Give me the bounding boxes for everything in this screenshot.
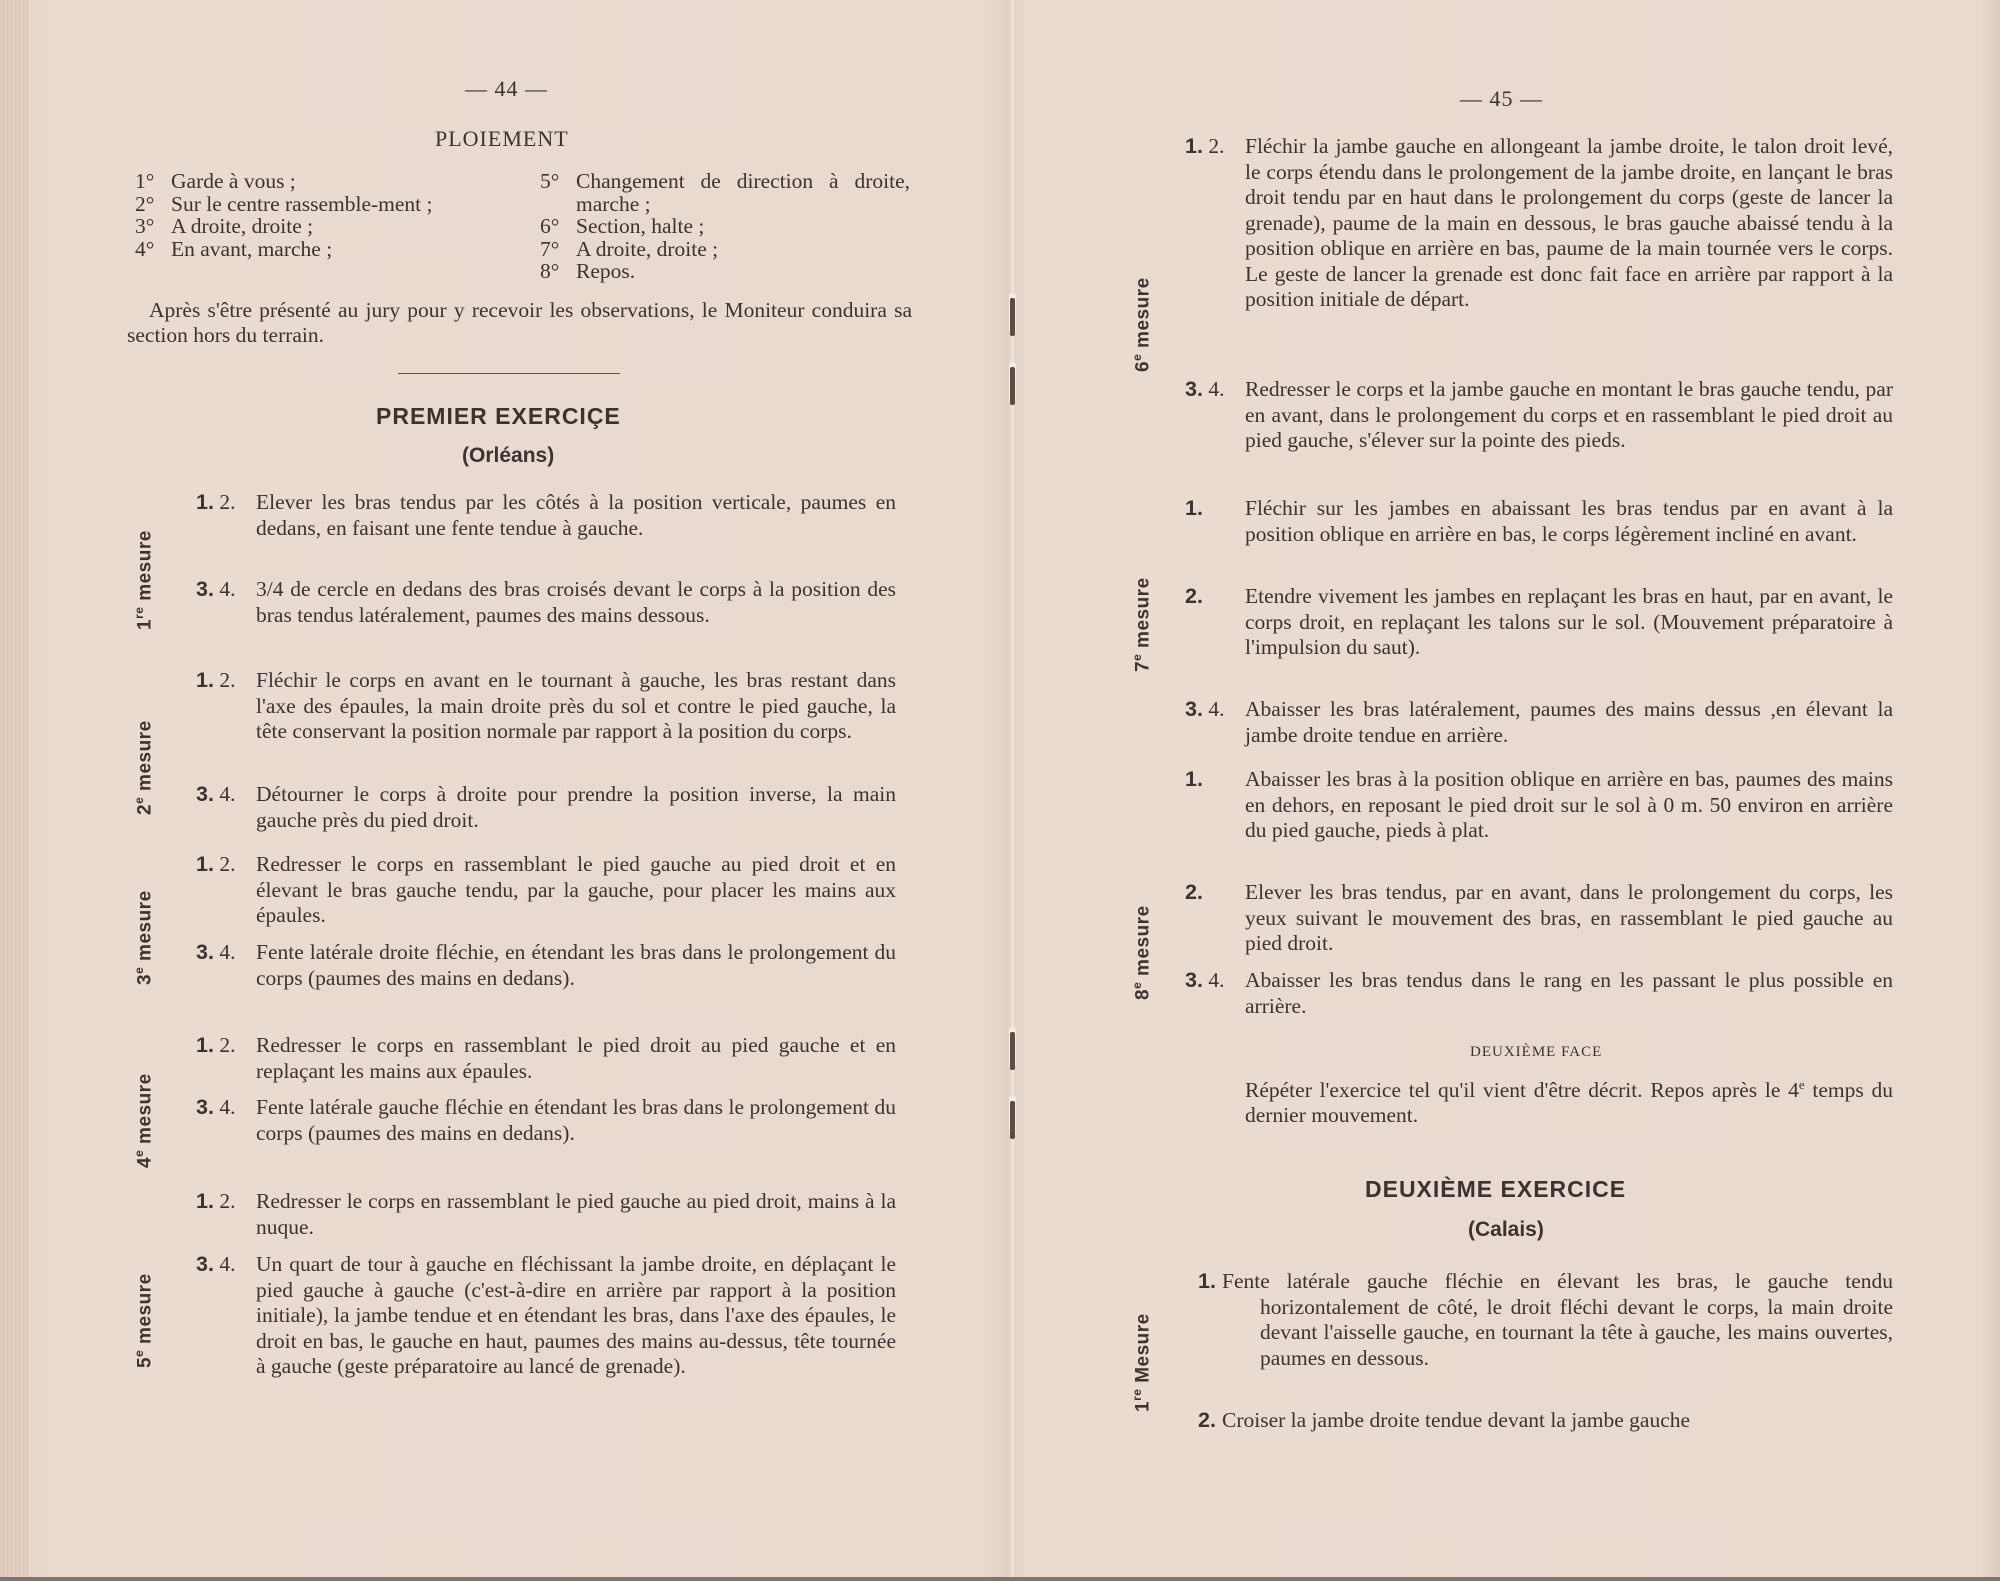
mesure-label: 7e mesure — [1130, 577, 1154, 672]
staple-top-upper — [1010, 298, 1015, 336]
deuxieme-face-text: Répéter l'exercice tel qu'il vient d'être décrit. Repos après le 4e temps du dernier mouvement. — [1245, 1077, 1893, 1128]
mesure-label: 1re Mesure — [1130, 1313, 1154, 1412]
exercise-step: 3. 4. Fente latérale droite fléchie, en étendant les bras dans le prolongement du corps (paumes des mains en dedans). — [196, 940, 896, 990]
ploiement-item: 5° Changement de direction à droite, marche ; — [540, 169, 910, 216]
exercise-step: 1. Abaisser les bras à la position oblique en arrière en bas, paumes des mains en dehors, en reposant le pied droit sur le sol à 0 m. 50 environ en arrière du pied gauche, pieds à plat. — [1185, 767, 1893, 842]
exercise-title: PREMIER EXERCIÇE — [376, 403, 621, 429]
ploiement-item: 2° Sur le centre rassemble-ment ; — [135, 191, 433, 216]
exercise-step: 3. 4. Fente latérale gauche fléchie en étendant les bras dans le prolongement du corps (paumes des mains en dedans). — [196, 1095, 896, 1145]
exercise-step: 1. 2. Elever les bras tendus par les côtés à la position verticale, paumes en dedans, en faisant une fente tendue à gauche. — [196, 490, 896, 540]
exercise-step: 2. Elever les bras tendus, par en avant, dans le prolongement du corps, les yeux suivant le mouvement des bras, en rassemblant le pied gauche au pied droit. — [1185, 880, 1893, 955]
ploiement-list-left — [135, 170, 525, 260]
page-number: — 44 — — [465, 76, 548, 101]
deuxieme-face-heading: DEUXIÈME FACE — [1470, 1044, 1603, 1060]
staple-top-lower — [1010, 367, 1015, 405]
ploiement-item: 3° A droite, droite ; — [135, 214, 314, 238]
exercise-step: 3. 4. Un quart de tour à gauche en fléchissant la jambe droite, en déplaçant le pied gauche à gauche (c'est-à-dire en arrière par rapport à la position initiale), la jambe tendue et en étendant les bras, dans l'axe des épaules, le droit en bas, le gauche en haut, paumes des mains au-dessus, tête tournée à gauche (geste préparatoire au lancé de grenade). — [196, 1252, 896, 1378]
staple-bottom-upper — [1010, 1032, 1015, 1070]
exercise-step: 3. 4. Détourner le corps à droite pour prendre la position inverse, la main gauche près du pied droit. — [196, 782, 896, 832]
mesure-label: 5e mesure — [132, 1273, 156, 1368]
staple-bottom-lower — [1010, 1101, 1015, 1139]
exercise-step: 1. 2. Redresser le corps en rassemblant le pied droit au pied gauche et en replaçant les mains aux épaules. — [196, 1033, 896, 1083]
section-divider — [398, 373, 620, 374]
mesure-label: 1re mesure — [132, 530, 156, 630]
page-edge-stack — [0, 0, 28, 1581]
exercise-step: 3. 4. 3/4 de cercle en dedans des bras croisés devant le corps à la position des bras tendus latéralement, paumes des mains dessous. — [196, 577, 896, 627]
ploiement-item: 6° Section, halte ; — [540, 214, 705, 238]
ploiement-list-right — [540, 170, 910, 283]
exercise-step: 1. 2. Redresser le corps en rassemblant le pied gauche au pied droit et en élevant le bras gauche tendu, par la gauche, pour placer les mains aux épaules. — [196, 852, 896, 927]
mesure-label: 2e mesure — [132, 720, 156, 815]
ploiement-item: 8° Repos. — [540, 259, 636, 283]
mesure-label: 8e mesure — [1130, 905, 1154, 1000]
left-page — [110, 0, 910, 1581]
page-number: — 45 — — [1460, 86, 1543, 111]
exercise-step: 1. 2. Fléchir le corps en avant en le tournant à gauche, les bras restant dans l'axe des épaules, la main droite près du sol et contre le pied gauche, la tête conservant la position normale par rapport à la position du corps. — [196, 668, 896, 743]
ploiement-item: 1° Garde à vous ; — [135, 169, 296, 193]
ploiement-title: PLOIEMENT — [435, 126, 569, 151]
exercise-title: DEUXIÈME EXERCICE — [1365, 1176, 1627, 1202]
right-page — [1130, 0, 1900, 1581]
exercise-step: 1. Fente latérale gauche fléchie en élevant les bras, le gauche tendu horizontalement de côté, le droit fléchi devant le corps, la main droite devant l'aisselle gauche, en tournant la tête à gauche, les mains ouvertes, paumes en dessous. — [1198, 1269, 1893, 1370]
exercise-step: 3. 4. Redresser le corps et la jambe gauche en montant le bras gauche tendu, par en avant, dans le prolongement du corps et en rassemblant le pied droit au pied gauche, s'élever sur la pointe des pieds. — [1185, 377, 1893, 452]
exercise-step: 3. 4. Abaisser les bras latéralement, paumes des mains dessus ,en élevant la jambe droite tendue en arrière. — [1185, 697, 1893, 747]
exercise-location: (Orléans) — [462, 444, 555, 467]
mesure-label: 6e mesure — [1130, 277, 1154, 372]
exercise-step: 1. 2. Redresser le corps en rassemblant le pied gauche au pied droit, mains à la nuque. — [196, 1189, 896, 1239]
exercise-location: (Calais) — [1468, 1218, 1544, 1241]
mesure-label: 4e mesure — [132, 1073, 156, 1168]
ploiement-item: 7° A droite, droite ; — [540, 236, 719, 261]
exercise-step: 2. Croiser la jambe droite tendue devant la jambe gauche — [1198, 1408, 1691, 1432]
exercise-step: 1. 2. Fléchir la jambe gauche en allongeant la jambe droite, le talon droit levé, le corps étendu dans le prolongement de la jambe droite, en lançant le bras droit tendu par en haut dans le prolongement du corps (geste de lancer la grenade), paume de la main en dessous, le bras gauche abaissé tendu à la position oblique en arrière en bas, paume de la main tournée vers le corps. Le geste de lancer la grenade est donc fait face en arrière par rapport à la position initiale de départ. — [1185, 134, 1893, 311]
exercise-step: 3. 4. Abaisser les bras tendus dans le rang en les passant le plus possible en arrière. — [1185, 968, 1893, 1018]
exercise-step: 1. Fléchir sur les jambes en abaissant les bras tendus par en avant à la position oblique en arrière en bas, le corps légèrement incliné en avant. — [1185, 496, 1893, 546]
book-gutter — [1011, 0, 1014, 1581]
exercise-step: 2. Etendre vivement les jambes en replaçant les bras en haut, par en avant, le corps droit, en replaçant les talons sur le sol. (Mouvement préparatoire à l'impulsion du saut). — [1185, 584, 1893, 659]
mesure-label: 3e mesure — [132, 890, 156, 985]
closing-paragraph: Après s'être présenté au jury pour y recevoir les observations, le Moniteur conduira sa section hors du terrain. — [127, 298, 912, 347]
ploiement-item: 4° En avant, marche ; — [135, 236, 333, 261]
